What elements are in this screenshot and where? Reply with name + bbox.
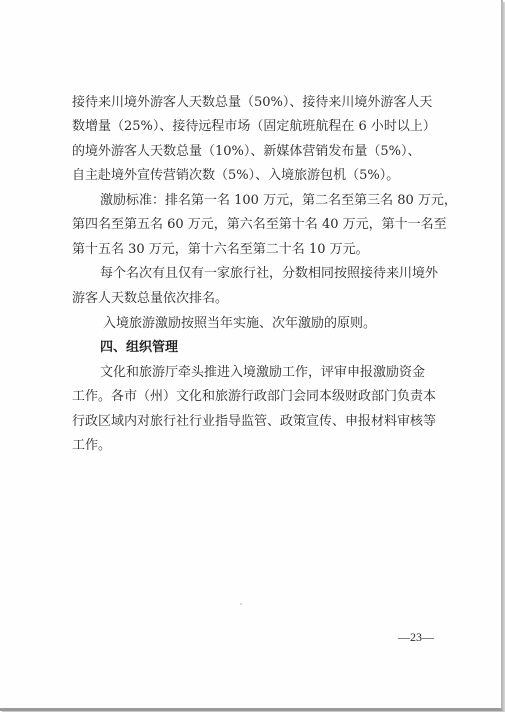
page-number: —23— (398, 630, 434, 644)
organization-line-1: 文化和旅游厅牵头推进入境激励工作，评审申报激励资金 (100, 365, 426, 380)
body-line-1: 接待来川境外游客人天数总量（50%）、接待来川境外游客人天 (72, 95, 433, 110)
body-line-4: 自主赴境外宣传营销次数（5%）、入境旅游包机（5%）。 (72, 168, 400, 183)
incentive-standard-line-2: 第四名至第五名 60 万元，第六名至第十名 40 万元，第十一名至 (72, 217, 447, 232)
incentive-standard-line-1: 激励标准：排名第一名 100 万元，第二名至第三名 80 万元， (100, 193, 457, 208)
organization-line-3: 行政区域内对旅行社行业指导监管、政策宣传、申报材料审核等 (72, 414, 437, 429)
body-line-2: 数增量（25%）、接待远程市场（固定航班航程在 6 小时以上） (72, 119, 436, 134)
principle-line: 入境旅游激励按照当年实施、次年激励的原则。 (103, 316, 377, 331)
organization-line-2: 工作。各市（州）文化和旅游行政部门会同本级财政部门负责本 (72, 389, 437, 404)
body-line-3: 的境外游客人天数总量（10%）、新媒体营销发布量（5%）、 (72, 144, 421, 159)
incentive-standard-line-3: 第十五名 30 万元，第十六名至第二十名 10 万元。 (72, 242, 369, 257)
ranking-rule-line-1: 每个名次有且仅有一家旅行社，分数相同按照接待来川境外 (100, 266, 439, 281)
scan-speck (240, 603, 242, 605)
ranking-rule-line-2: 游客人天数总量依次排名。 (72, 291, 229, 306)
section-heading-organization: 四、组织管理 (100, 340, 179, 355)
organization-line-4: 工作。 (72, 438, 112, 453)
